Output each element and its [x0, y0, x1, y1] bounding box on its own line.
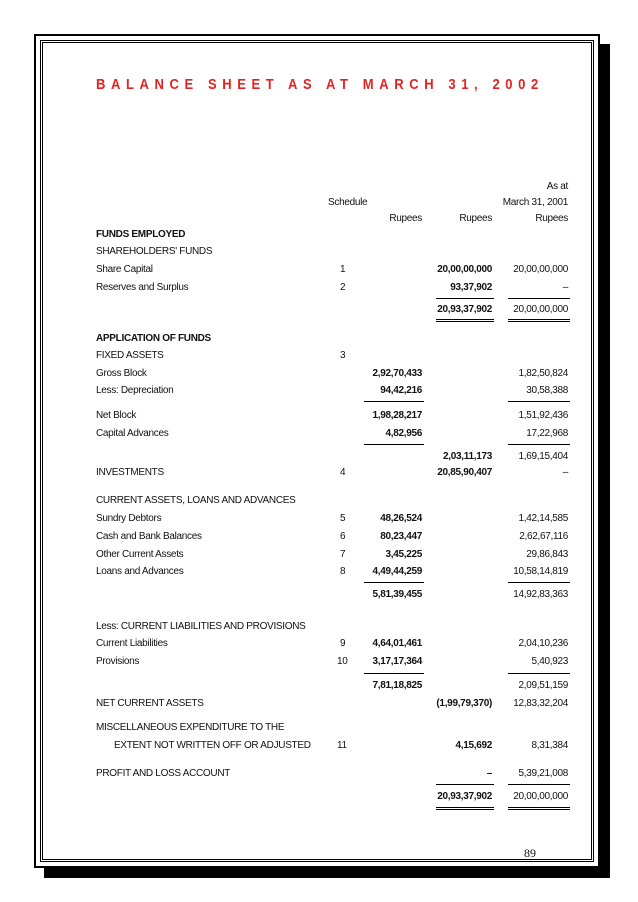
grand-total-2001: 20,00,00,000 — [513, 791, 568, 802]
reserves-2002: 93,37,902 — [450, 282, 492, 293]
rule — [364, 673, 424, 674]
grand-total-2002: 20,93,37,902 — [437, 791, 492, 802]
net-block-2001: 1,51,92,436 — [518, 410, 568, 421]
liabilities-total-2002: 7,81,18,825 — [372, 680, 422, 691]
as-at-label: As at — [546, 181, 568, 192]
rule — [508, 444, 570, 445]
net-block-label: Net Block — [96, 410, 137, 421]
schedule-header: Schedule — [328, 197, 368, 208]
shareholders-funds-heading: SHAREHOLDERS' FUNDS — [96, 246, 213, 257]
rule — [508, 582, 570, 583]
rule — [508, 298, 570, 299]
misc-expenditure-2001: 8,31,384 — [531, 740, 568, 751]
sundry-debtors-2001: 1,42,14,585 — [518, 513, 568, 524]
rupees-header-col3: Rupees — [535, 213, 568, 224]
investments-schedule: 4 — [340, 467, 346, 478]
share-capital-2001: 20,00,00,000 — [513, 264, 568, 275]
net-current-assets-label: NET CURRENT ASSETS — [96, 698, 204, 709]
liabilities-total-2001: 2,09,51,159 — [518, 680, 568, 691]
misc-expenditure-label: MISCELLANEOUS EXPENDITURE TO THE — [96, 722, 285, 733]
capital-advances-label: Capital Advances — [96, 428, 169, 439]
cash-bank-schedule: 6 — [340, 531, 346, 542]
profit-loss-label: PROFIT AND LOSS ACCOUNT — [96, 768, 231, 779]
share-capital-2002: 20,00,00,000 — [437, 264, 492, 275]
depreciation-2001: 30,58,388 — [526, 385, 568, 396]
sundry-debtors-schedule: 5 — [340, 513, 346, 524]
loans-advances-2001: 10,58,14,819 — [513, 566, 568, 577]
current-liabilities-2001: 2,04,10,236 — [518, 638, 568, 649]
as-at-date: March 31, 2001 — [502, 197, 568, 208]
fixed-assets-schedule: 3 — [340, 350, 346, 361]
capital-advances-2001: 17,22,968 — [526, 428, 568, 439]
misc-expenditure-2002: 4,15,692 — [455, 740, 492, 751]
rule — [364, 401, 424, 402]
fixed-assets-total-2002: 2,03,11,173 — [443, 451, 492, 462]
net-block-2002: 1,98,28,217 — [372, 410, 422, 421]
capital-advances-2002: 4,82,956 — [385, 428, 422, 439]
current-liabilities-schedule: 9 — [340, 638, 346, 649]
page-number: 89 — [524, 846, 536, 860]
cash-bank-2001: 2,62,67,116 — [519, 531, 568, 542]
rule — [508, 673, 570, 674]
misc-expenditure-schedule: 11 — [337, 740, 347, 751]
share-capital-label: Share Capital — [96, 264, 153, 275]
gross-block-label: Gross Block — [96, 368, 147, 379]
funds-total-2002: 20,93,37,902 — [437, 304, 492, 315]
misc-expenditure-label-2: EXTENT NOT WRITTEN OFF OR ADJUSTED — [114, 740, 311, 751]
current-assets-heading: CURRENT ASSETS, LOANS AND ADVANCES — [96, 495, 296, 506]
rule — [364, 444, 424, 445]
reserves-schedule: 2 — [340, 282, 346, 293]
investments-label: INVESTMENTS — [96, 467, 164, 478]
page-title: BALANCE SHEET AS AT MARCH 31, 2002 — [96, 75, 544, 93]
other-current-schedule: 7 — [340, 549, 346, 560]
double-rule — [436, 807, 494, 810]
sundry-debtors-label: Sundry Debtors — [96, 513, 162, 524]
rupees-header-col2: Rupees — [459, 213, 492, 224]
double-rule — [508, 319, 570, 322]
share-capital-schedule: 1 — [340, 264, 346, 275]
fixed-assets-total-2001: 1,69,15,404 — [518, 451, 568, 462]
provisions-2001: 5,40,923 — [531, 656, 568, 667]
provisions-label: Provisions — [96, 656, 140, 667]
profit-loss-2002: – — [486, 768, 492, 779]
investments-2001: – — [562, 467, 568, 478]
rupees-header-col1: Rupees — [389, 213, 422, 224]
rule — [436, 784, 494, 785]
reserves-2001: – — [562, 282, 568, 293]
net-current-assets-2001: 12,83,32,204 — [513, 698, 568, 709]
gross-block-2002: 2,92,70,433 — [372, 368, 422, 379]
sundry-debtors-2002: 48,26,524 — [380, 513, 422, 524]
net-current-assets-2002: (1,99,79,370) — [436, 698, 492, 709]
rule — [508, 784, 570, 785]
cash-bank-label: Cash and Bank Balances — [96, 531, 202, 542]
rule — [364, 582, 424, 583]
fixed-assets-label: FIXED ASSETS — [96, 350, 164, 361]
loans-advances-label: Loans and Advances — [96, 566, 184, 577]
provisions-schedule: 10 — [337, 656, 348, 667]
other-current-label: Other Current Assets — [96, 549, 184, 560]
current-liabilities-2002: 4,64,01,461 — [372, 638, 422, 649]
cash-bank-2002: 80,23,447 — [380, 531, 422, 542]
funds-total-2001: 20,00,00,000 — [513, 304, 568, 315]
provisions-2002: 3,17,17,364 — [372, 656, 422, 667]
double-rule — [436, 319, 494, 322]
reserves-label: Reserves and Surplus — [96, 282, 189, 293]
gross-block-2001: 1,82,50,824 — [518, 368, 568, 379]
profit-loss-2001: 5,39,21,008 — [518, 768, 568, 779]
current-liabilities-label: Current Liabilities — [96, 638, 168, 649]
double-rule — [508, 807, 570, 810]
loans-advances-schedule: 8 — [340, 566, 346, 577]
investments-2002: 20,85,90,407 — [437, 467, 492, 478]
funds-employed-heading: FUNDS EMPLOYED — [96, 229, 186, 240]
other-current-2001: 29,86,843 — [526, 549, 568, 560]
liabilities-heading: Less: CURRENT LIABILITIES AND PROVISIONS — [96, 621, 306, 632]
current-assets-total-2002: 5,81,39,455 — [372, 589, 422, 600]
other-current-2002: 3,45,225 — [385, 549, 422, 560]
rule — [436, 298, 494, 299]
rule — [508, 401, 570, 402]
current-assets-total-2001: 14,92,83,363 — [513, 589, 568, 600]
application-heading: APPLICATION OF FUNDS — [96, 333, 211, 344]
depreciation-2002: 94,42,216 — [380, 385, 422, 396]
depreciation-label: Less: Depreciation — [96, 385, 174, 396]
loans-advances-2002: 4,49,44,259 — [372, 566, 422, 577]
